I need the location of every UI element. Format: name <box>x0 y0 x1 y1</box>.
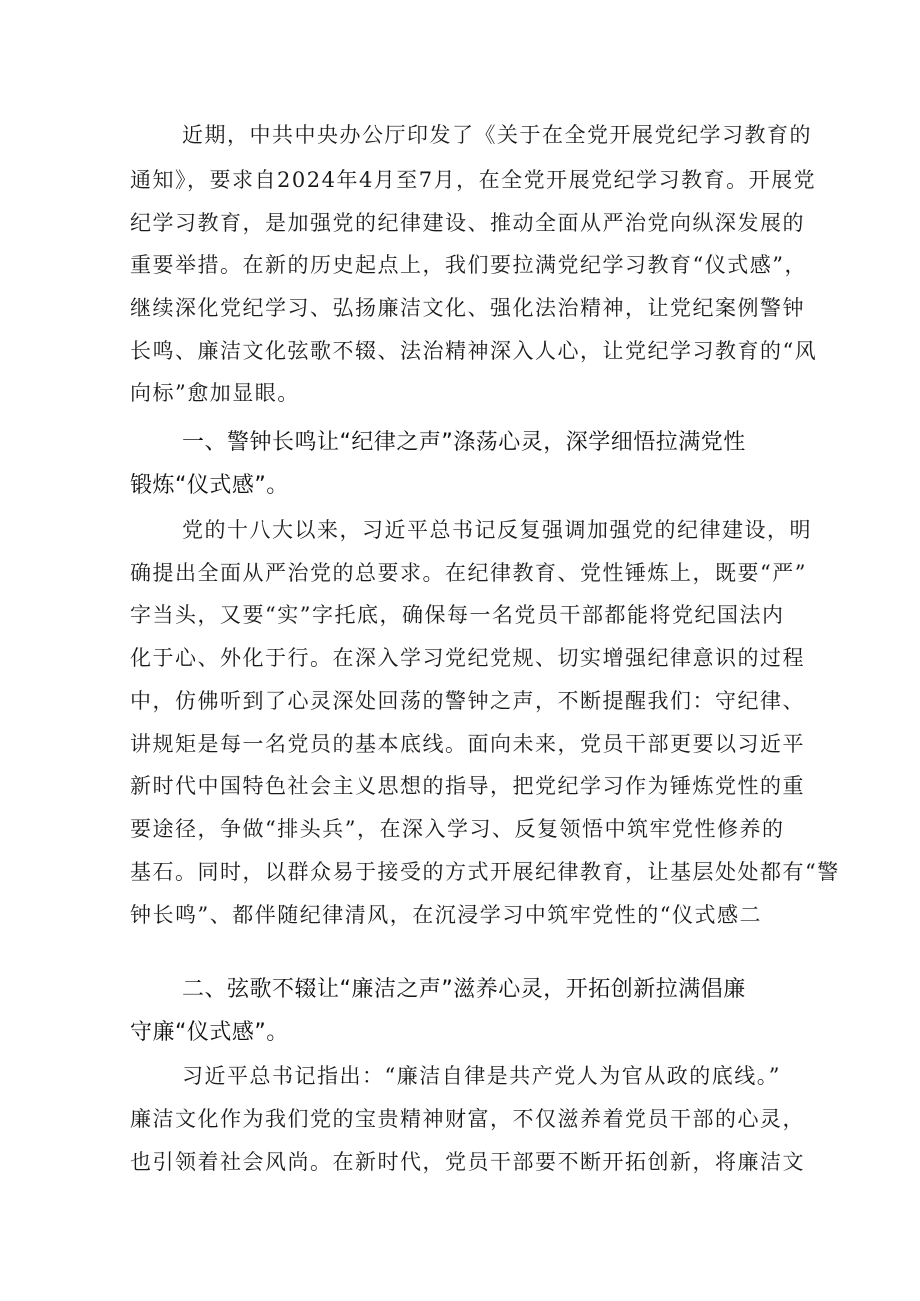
text-line: 新时代中国特色社会主义思想的指导，把党纪学习作为锤炼党性的重 <box>130 774 805 798</box>
text-line: 化于心、外化于行。在深入学习党纪党规、切实增强纪律意识的过程 <box>130 646 805 670</box>
text-line: 中，仿佛听到了心灵深处回荡的警钟之声，不断提醒我们：守纪律、 <box>130 689 805 713</box>
text-line: 继续深化党纪学习、弘扬廉洁文化、强化法治精神，让党纪案例警钟 <box>130 296 805 320</box>
text-line: 廉洁文化作为我们党的宝贵精神财富，不仅滋养着党员干部的心灵， <box>130 1107 805 1131</box>
text-line: 纪学习教育，是加强党的纪律建设、推动全面从严治党向纵深发展的 <box>130 211 805 235</box>
text-line: 重要举措。在新的历史起点上，我们要拉满党纪学习教育“仪式感”， <box>130 253 807 277</box>
text-line: 钟长鸣”、都伴随纪律清风，在沉浸学习中筑牢党性的“仪式感二 <box>130 903 762 927</box>
text-line: 近期，中共中央办公厅印发了《关于在全党开展党纪学习教育的 <box>182 123 812 147</box>
text-line: 字当头，又要“实”字托底，确保每一名党员干部都能将党纪国法内 <box>130 603 785 627</box>
text-line: 长鸣、廉洁文化弦歌不辍、法治精神深入人心，让党纪学习教育的“风 <box>130 339 818 363</box>
text-line: 党的十八大以来，习近平总书记反复强调加强党的纪律建设，明 <box>182 518 812 542</box>
text-line: 也引领着社会风尚。在新时代，党员干部要不断开拓创新，将廉洁文 <box>130 1150 805 1174</box>
heading-line: 守廉“仪式感”。 <box>130 1020 289 1045</box>
heading-line: 一、警钟长鸣让“纪律之声”涤荡心灵，深学细悟拉满党性 <box>182 430 746 455</box>
text-line: 确提出全面从严治党的总要求。在纪律教育、党性锤炼上，既要“严” <box>130 561 807 585</box>
text-line: 要途径，争做“排头兵”，在深入学习、反复领悟中筑牢党性修养的 <box>130 817 785 841</box>
text-line: 向标”愈加显眼。 <box>130 381 300 405</box>
text-line: 基石。同时，以群众易于接受的方式开展纪律教育，让基层处处都有“警 <box>130 860 840 884</box>
text-line: 通知》，要求自2024年4月至7月，在全党开展党纪学习教育。开展党 <box>130 168 817 192</box>
heading-line: 锻炼“仪式感”。 <box>130 473 289 498</box>
text-line: 习近平总书记指出：“廉洁自律是共产党人为官从政的底线。” <box>182 1064 781 1088</box>
heading-line: 二、弦歌不辍让“廉洁之声”滋养心灵，开拓创新拉满倡廉 <box>182 977 746 1002</box>
text-line: 讲规矩是每一名党员的基本底线。面向未来，党员干部更要以习近平 <box>130 732 805 756</box>
